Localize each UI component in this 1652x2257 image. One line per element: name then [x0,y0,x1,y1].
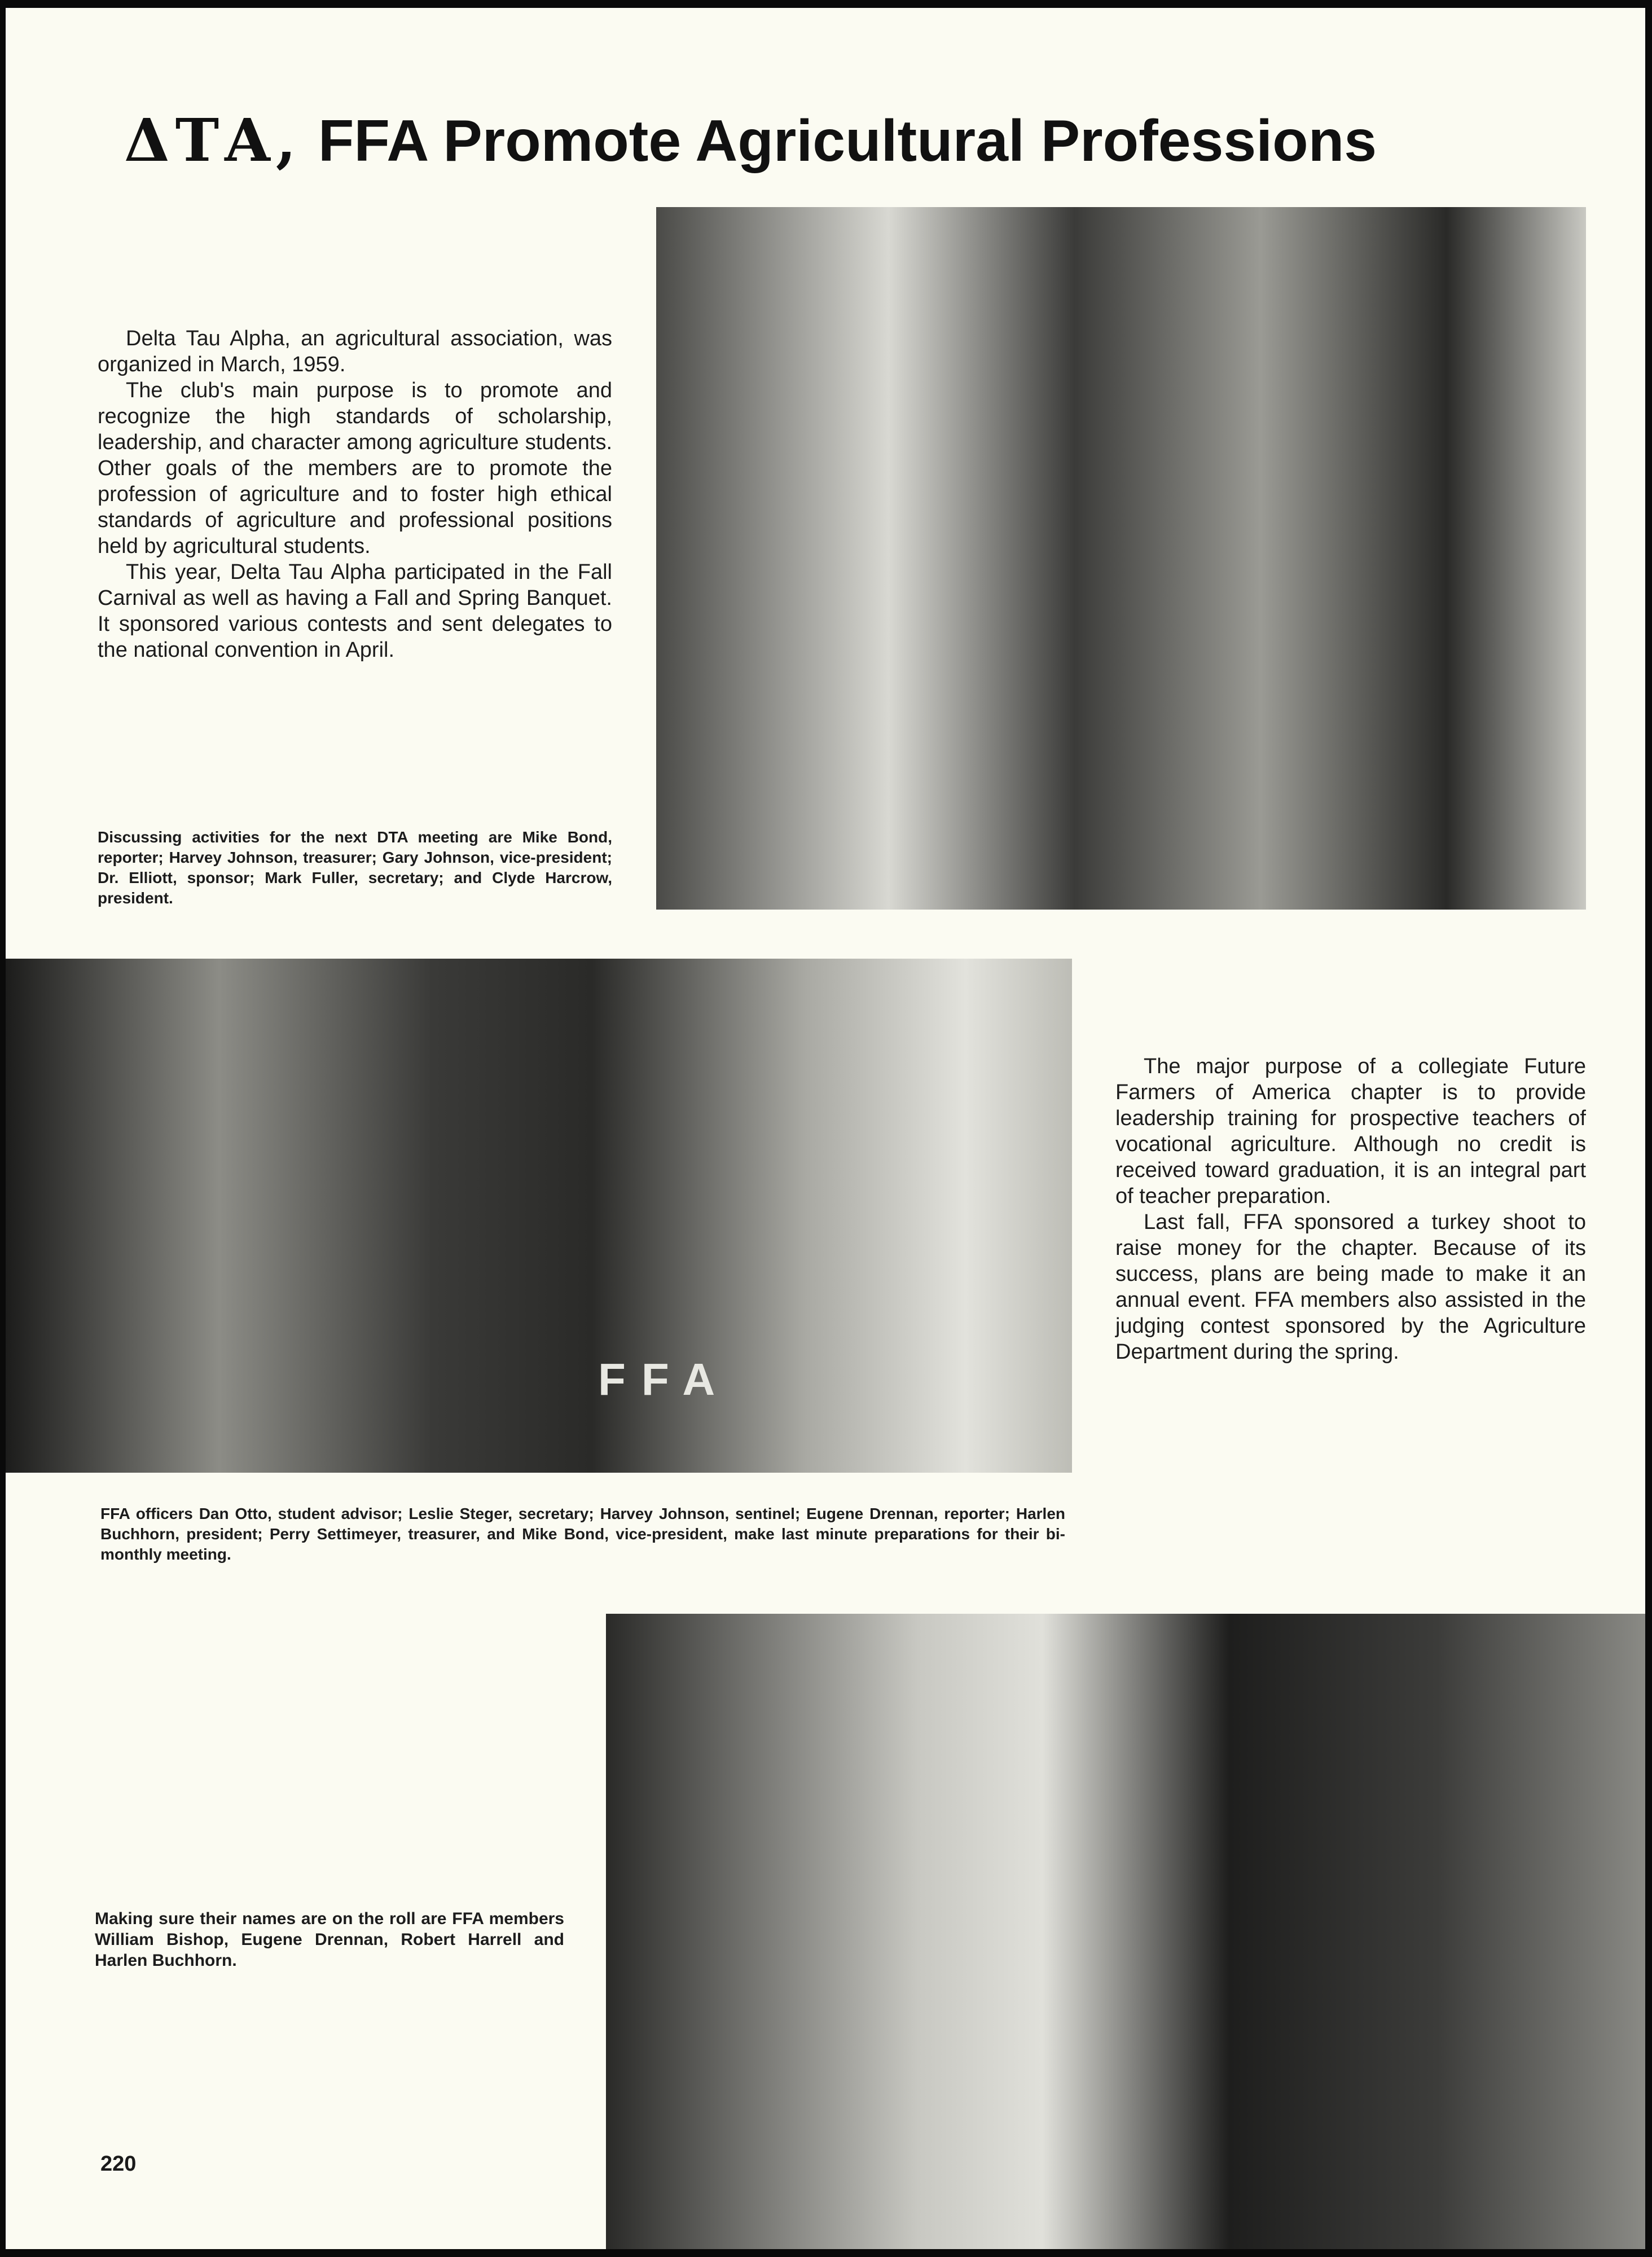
page-number: 220 [100,2152,137,2176]
ffa-sign: FFA [598,1354,731,1404]
ffa-members-photo [606,1614,1645,2249]
ffa-paragraph: Last fall, FFA sponsored a turkey shoot to raise money for the chapter. Because of its success, plans are being made to make it an annual event. FFA members also assisted in the judging contest sponsored by the Agriculture Department during the spring. [1115,1210,1586,1364]
ffa-article [1115,1053,1586,1365]
dta-paragraph: Delta Tau Alpha, an agricultural association, was organized in March, 1959. [98,327,612,376]
ffa-members-caption: Making sure their names are on the roll are FFA members William Bishop, Eugene Drennan, Robert Harrell and Harlen Buchhorn. [95,1909,564,1970]
title-greek-letters: ΔΤΑ, [124,106,302,175]
ffa-paragraph: The major purpose of a collegiate Future Farmers of America chapter is to provide leadership training for prospective teachers of vocational agriculture. Although no credit is received toward graduation, it is an integral part of teacher preparation. [1115,1055,1586,1208]
dta-officers-photo [656,207,1586,910]
dta-paragraph: The club's main purpose is to promote and recognize the high standards of scholarship, leadership, and character among agriculture students. Other goals of the members are to promote the profession of agriculture and to foster high ethical standards of agriculture and professional positions held by agricultural students. [98,379,612,558]
ffa-officers-caption: FFA officers Dan Otto, student advisor; Leslie Steger, secretary; Harvey Johnson, sentinel; Eugene Drennan, reporter; Harlen Buchhorn, president; Perry Settimeyer, treasurer, and Mike Bond, vice-president, make last minute preparations for their bi-monthly meeting. [100,1505,1065,1563]
dta-paragraph: This year, Delta Tau Alpha participated in the Fall Carnival as well as having a Fall and Spring Banquet. It sponsored various contests and sent delegates to the national convention in April. [98,560,612,662]
yearbook-page [6,8,1645,2249]
dta-article [98,326,612,663]
ffa-officers-photo [6,959,1072,1473]
dta-photo-caption: Discussing activities for the next DTA meeting are Mike Bond, reporter; Harvey Johnson, treasurer; Gary Johnson, vice-president; Dr. Elliott, sponsor; Mark Fuller, secretary; and Clyde Harcrow, president. [98,828,612,907]
title-text: FFA Promote Agricultural Professions [318,108,1377,174]
page-title [124,104,1580,178]
